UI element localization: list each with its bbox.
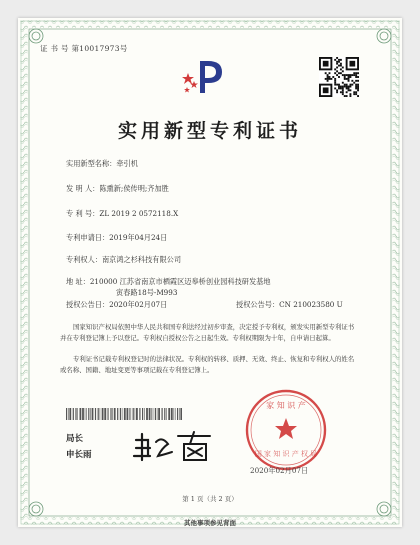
address-label: 地 址： [66,277,90,286]
certificate-title: 实用新型专利证书 [117,120,302,142]
handwritten-signature [128,426,218,464]
owner-label: 专利权人： [66,255,102,264]
patent-number-value: ZL 2019 2 0572118.X [99,209,179,218]
name-value: 牵引机 [116,159,138,168]
inventor-value: 陈熏新;侯传明;齐加胜 [99,184,169,193]
svg-text:家 知 识 产: 家 知 识 产 [266,401,306,410]
grant-number-label: 授权公告号： [236,300,280,309]
director-title: 局长 [66,434,84,444]
patent-office-logo-icon [178,55,240,97]
filing-date-label: 专利申请日： [66,233,110,242]
name-label: 实用新型名称： [66,159,117,168]
barcode-icon [66,408,182,420]
seal-date: 2020年02月07日 [250,466,309,475]
grant-date-value: 2020年02月07日 [109,300,168,309]
filing-date-value: 2019年04月24日 [109,233,168,242]
grant-number-value: CN 210023580 U [279,300,343,309]
grant-statement: 国家知识产权局依照中华人民共和国专利法经过初步审查，决定授予专利权，颁发实用新型专利证书并在专利登记簿上予以登记。专利权自授权公告之日起生效。专利权期限为十年，自申请日起算。 [60,323,355,342]
back-note: 其他事项参见背面 [184,519,236,527]
legal-status-note: 专利证书记载专利权登记时的法律状况。专利权的转移、质押、无效、终止、恢复和专利权人的姓名或名称、国籍、地址变更等事项记载在专利登记簿上。 [60,355,355,374]
owner-value: 南京鸿之杉科技有限公司 [101,255,182,264]
official-seal-icon [244,388,328,472]
qr-code-icon [319,57,359,97]
address-line-1: 210000 江苏省南京市栖霞区迈皋桥创业园科技研发基地 [89,277,271,286]
director-name: 申长雨 [66,450,92,460]
certificate-number: 证 书 号 第10017973号 [40,44,128,53]
page-indicator: 第 1 页（共 2 页） [182,495,238,503]
svg-text:国 家 知 识 产 权 局: 国 家 知 识 产 权 局 [254,450,318,458]
inventor-label: 发 明 人： [66,184,100,193]
patent-number-label: 专 利 号： [66,209,100,218]
grant-date-label: 授权公告日： [66,300,110,309]
address-line-2: 寅春路18号-M993 [116,288,178,297]
